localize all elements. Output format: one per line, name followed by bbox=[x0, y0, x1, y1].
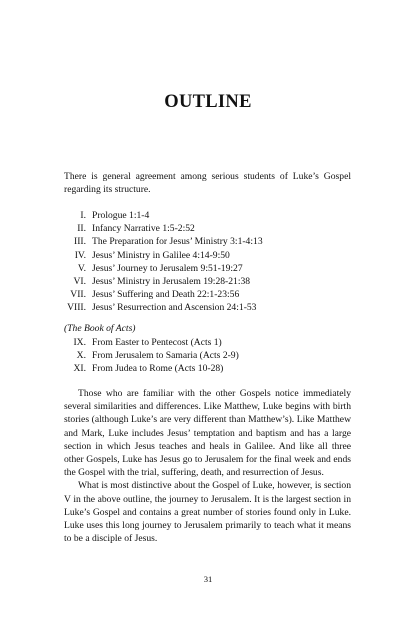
outline-item bbox=[64, 235, 351, 248]
outline-text: Infancy Narrative 1:5-2:52 bbox=[92, 223, 195, 235]
outline-item bbox=[64, 209, 351, 222]
gospel-outline-list bbox=[64, 209, 351, 315]
outline-text: From Jerusalem to Samaria (Acts 2-9) bbox=[92, 350, 239, 362]
body-paragraph: Those who are familiar with the other Gospels notice immediately several similarities and differences. Like Matthew, Luke begins with birth stories (although Luke’s are very different than Matthew’s). Like Matthew and Mark, Luke includes Jesus’ temptation and baptism and has a large section in which Jesus teaches and heals in Galilee. And like all three other Gospels, Luke has Jesus go to Jerusalem for the final week and ends the Gospel with the trial, suffering, death, and resurrection of Jesus. bbox=[64, 388, 351, 479]
outline-numeral: X. bbox=[76, 350, 86, 362]
outline-item bbox=[64, 275, 351, 288]
intro-paragraph: There is general agreement among serious students of Luke’s Gospel regarding its structure. bbox=[64, 171, 351, 196]
outline-text: Jesus’ Suffering and Death 22:1-23:56 bbox=[92, 289, 240, 301]
body-paragraph: What is most distinctive about the Gospel of Luke, however, is section V in the above outline, the journey to Jerusalem. It is the largest section in Luke’s Gospel and contains a great number of stories found only in Luke. Luke uses this long journey to Jerusalem primarily to teach what it means to be a disciple of Jesus. bbox=[64, 480, 351, 545]
outline-item bbox=[64, 349, 351, 362]
page-number: 31 bbox=[203, 574, 213, 584]
outline-text: Jesus’ Ministry in Jerusalem 19:28-21:38 bbox=[92, 275, 251, 287]
outline-item bbox=[64, 262, 351, 275]
outline-numeral: VII. bbox=[70, 289, 86, 301]
outline-item bbox=[64, 301, 351, 314]
outline-text: The Preparation for Jesus’ Ministry 3:1-4:13 bbox=[92, 236, 263, 248]
outline-item bbox=[64, 249, 351, 262]
outline-item bbox=[64, 336, 351, 349]
outline-numeral: IX. bbox=[73, 337, 86, 348]
outline-item bbox=[64, 362, 351, 375]
outline-numeral: II. bbox=[77, 223, 86, 235]
outline-text: Jesus’ Resurrection and Ascension 24:1-53 bbox=[92, 302, 257, 314]
body-text bbox=[64, 387, 351, 545]
outline-numeral: V. bbox=[77, 262, 86, 274]
page-title: OUTLINE bbox=[164, 92, 252, 112]
outline-numeral: XI. bbox=[73, 363, 86, 375]
outline-text: Prologue 1:1-4 bbox=[92, 210, 150, 221]
outline-numeral: VI. bbox=[73, 275, 86, 287]
outline-item bbox=[64, 288, 351, 301]
acts-outline-list bbox=[64, 336, 351, 376]
outline-item bbox=[64, 222, 351, 235]
outline-numeral: I. bbox=[80, 210, 86, 221]
outline-text: Jesus’ Ministry in Galilee 4:14-9:50 bbox=[92, 249, 230, 261]
acts-heading: (The Book of Acts) bbox=[64, 323, 136, 334]
outline-numeral: VIII. bbox=[67, 302, 86, 314]
outline-numeral: III. bbox=[74, 236, 86, 248]
outline-text: Jesus’ Journey to Jerusalem 9:51-19:27 bbox=[92, 262, 243, 274]
outline-text: From Judea to Rome (Acts 10-28) bbox=[92, 363, 224, 375]
outline-numeral: IV. bbox=[74, 249, 86, 261]
outline-text: From Easter to Pentecost (Acts 1) bbox=[92, 337, 222, 348]
